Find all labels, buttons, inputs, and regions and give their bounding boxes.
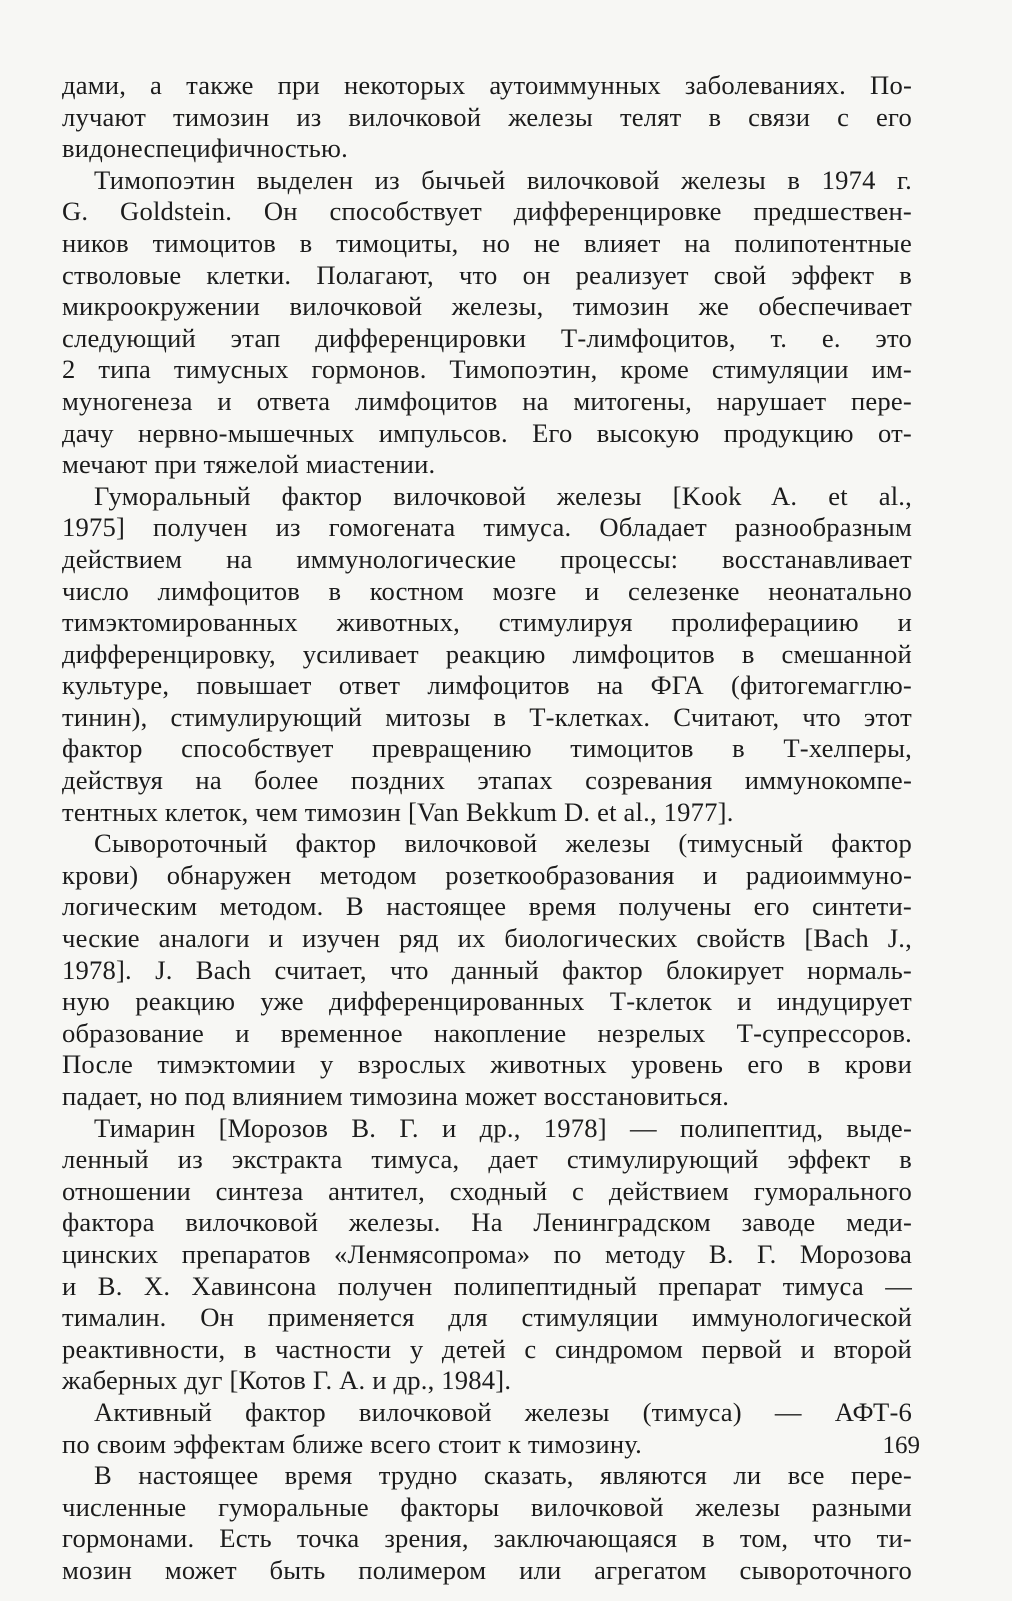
text-line: тимэктомированных животных, стимулируя пролиферациию и (62, 607, 912, 638)
text-line: тинин), стимулирующий митозы в Т-клетках. Считают, что этот (62, 701, 912, 732)
text-line: дами, а также при некоторых аутоиммунных заболеваниях. По- (62, 70, 912, 100)
text-line: микроокружении вилочковой железы, тимозин же обеспечивает (62, 291, 912, 322)
text-line: число лимфоцитов в костном мозге и селезенке неонатально (62, 575, 912, 606)
paragraph (62, 1397, 912, 1460)
text-line: фактор способствует превращению тимоцитов в Т-хелперы, (62, 733, 912, 764)
text-line: ную реакцию уже дифференцированных Т-клеток и индуцирует (62, 986, 912, 1017)
text-line: ческие аналоги и изучен ряд их биологических свойств [Bach J., (62, 923, 912, 954)
text-line: G. Goldstein. Он способствует дифференцировке предшествен- (62, 196, 912, 227)
text-line: по своим эффектам ближе всего стоит к тимозину. (62, 1428, 642, 1459)
text-line: стволовые клетки. Полагают, что он реализует свой эффект в (62, 259, 912, 290)
text-line: дачу нервно-мышечных импульсов. Его высокую продукцию от- (62, 417, 912, 448)
text-line: тималин. Он применяется для стимуляции иммунологической (62, 1302, 912, 1333)
text-line: действием на иммунологические процессы: восстанавливает (62, 543, 912, 574)
text-line: Гуморальный фактор вилочковой железы [Kook A. et al., (94, 480, 912, 511)
text-line: культуре, повышает ответ лимфоцитов на ФГА (фитогемагглю- (62, 670, 912, 701)
text-line: тентных клеток, чем тимозин [Van Bekkum D. et al., 1977]. (62, 796, 734, 827)
text-line: ников тимоцитов в тимоциты, но не влияет на полипотентные (62, 227, 912, 258)
text-line: дифференцировку, усиливает реакцию лимфоцитов в смешанной (62, 638, 912, 669)
body-text (62, 70, 912, 1587)
paragraph (62, 1460, 912, 1586)
page-number: 169 (882, 1432, 920, 1459)
text-line: жаберных дуг [Котов Г. А. и др., 1984]. (62, 1365, 512, 1396)
text-line: видонеспецифичностью. (62, 133, 348, 164)
text-line: отношении синтеза антител, сходный с действием гуморального (62, 1175, 912, 1206)
text-line: образование и временное накопление незрелых Т-супрессоров. (62, 1017, 912, 1048)
text-line: следующий этап дифференцировки Т-лимфоцитов, т. е. это (62, 322, 912, 353)
text-line: падает, но под влиянием тимозина может восстановиться. (62, 1081, 730, 1111)
text-line: В настоящее время трудно сказать, являются ли все пере- (94, 1460, 912, 1491)
paragraph (62, 828, 912, 1112)
text-line: цинских препаратов «Ленмясопрома» по методу В. Г. Морозова (62, 1238, 912, 1269)
text-line: Тимарин [Морозов В. Г. и др., 1978] — полипептид, выде- (94, 1112, 912, 1143)
text-line: ленный из экстракта тимуса, дает стимулирующий эффект в (62, 1144, 912, 1175)
text-line: фактора вилочковой железы. На Ленинградском заводе меди- (62, 1207, 912, 1238)
text-line: логическим методом. В настоящее время получены его синтети- (62, 891, 912, 922)
text-line: 2 типа тимусных гормонов. Тимопоэтин, кроме стимуляции им- (62, 354, 912, 385)
paragraph (62, 70, 912, 165)
text-line: численные гуморальные факторы вилочковой железы разными (62, 1491, 912, 1522)
text-line: 1975] получен из гомогената тимуса. Обладает разнообразным (62, 512, 912, 543)
text-line: Сывороточный фактор вилочковой железы (тимусный фактор (94, 828, 912, 859)
paragraph (62, 165, 912, 481)
paragraph (62, 1113, 912, 1397)
text-line: Тимопоэтин выделен из бычьей вилочковой железы в 1974 г. (94, 164, 912, 195)
text-line: мозин может быть полимером или агрегатом сывороточного (62, 1554, 912, 1585)
text-line: муногенеза и ответа лимфоцитов на митогены, нарушает пере- (62, 385, 912, 416)
text-line: и В. Х. Хавинсона получен полипептидный препарат тимуса — (62, 1270, 912, 1301)
text-line: Активный фактор вилочковой железы (тимуса) — АФТ-6 (94, 1396, 912, 1427)
text-line: 1978]. J. Bach считает, что данный фактор блокирует нормаль- (62, 954, 912, 985)
text-line: гормонами. Есть точка зрения, заключающаяся в том, что ти- (62, 1523, 912, 1554)
text-line: реактивности, в частности у детей с синдромом первой и второй (62, 1333, 912, 1364)
text-line: мечают при тяжелой миастении. (62, 449, 436, 480)
text-line: крови) обнаружен методом розеткообразования и радиоиммуно- (62, 859, 912, 890)
text-line: лучают тимозин из вилочковой железы телят в связи с его (62, 101, 912, 132)
text-line: действуя на более поздних этапах созревания иммунокомпе- (62, 765, 912, 796)
paragraph (62, 481, 912, 829)
text-line: После тимэктомии у взрослых животных уровень его в крови (62, 1049, 912, 1080)
